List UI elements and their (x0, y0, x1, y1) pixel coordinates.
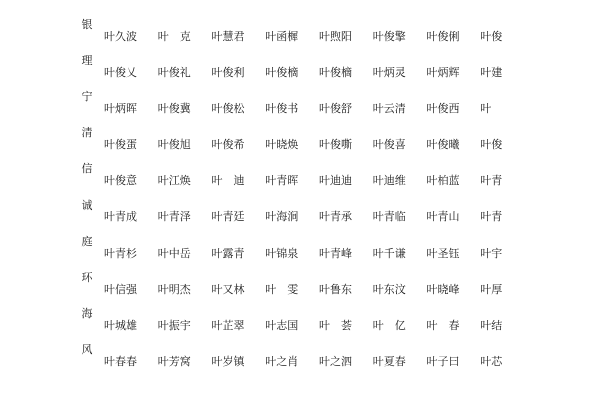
name-cell: 叶俊舒 (319, 101, 352, 115)
table-row (104, 308, 534, 344)
name-cell: 叶炳辉 (426, 65, 460, 79)
name-cell: 叶俊俐 (426, 29, 460, 43)
table-row (104, 18, 534, 54)
name-cell: 叶俊嘶 (319, 138, 352, 152)
name-cell: 叶炳晖 (104, 101, 137, 115)
name-cell: 叶云清 (372, 101, 406, 115)
name-cell: 叶 (480, 101, 492, 115)
name-cell: 叶千谦 (372, 246, 406, 260)
name-cell: 叶青廷 (211, 210, 245, 224)
name-cell: 叶江焕 (157, 174, 191, 188)
table-row (104, 54, 534, 90)
vertical-char: 清 (81, 126, 93, 140)
name-cell: 叶青泽 (157, 210, 191, 224)
name-cell: 叶芯 (480, 355, 503, 369)
name-cell: 叶慧君 (211, 29, 245, 43)
name-cell: 叶 雯 (265, 282, 299, 296)
table-row (104, 271, 534, 307)
vertical-char: 环 (81, 270, 93, 284)
name-cell: 叶又林 (211, 282, 245, 296)
name-cell: 叶 春 (426, 319, 460, 332)
vertical-character-column (78, 6, 96, 368)
table-row (104, 344, 534, 380)
name-cell: 叶 荟 (319, 319, 352, 332)
name-cell: 叶俊擎 (372, 29, 406, 43)
name-cell: 叶锦泉 (265, 246, 299, 260)
name-cell: 叶厚 (480, 282, 503, 296)
vertical-char: 海 (81, 307, 93, 321)
name-cell: 叶青 (480, 210, 503, 224)
name-cell: 叶夏春 (372, 355, 406, 369)
name-cell: 叶俊曦 (426, 138, 460, 152)
name-cell: 叶振宇 (157, 319, 191, 332)
name-cell: 叶俊旭 (157, 138, 191, 152)
name-cell: 叶青成 (104, 210, 137, 224)
name-cell: 叶青承 (319, 210, 352, 224)
name-cell: 叶春春 (104, 355, 137, 369)
table-row (104, 90, 534, 126)
name-cell: 叶俊樀 (319, 65, 352, 79)
name-cell: 叶芳窝 (157, 355, 191, 369)
name-cell: 叶俊 (480, 138, 503, 152)
name-cell: 叶俊 (480, 29, 503, 43)
name-cell: 叶晓峰 (426, 282, 460, 296)
name-cell: 叶俊冀 (157, 101, 191, 115)
name-cell: 叶明杰 (157, 282, 191, 296)
name-cell: 叶迪维 (372, 174, 406, 188)
name-cell: 叶俊书 (265, 101, 299, 115)
name-cell: 叶青临 (372, 210, 406, 224)
name-cell: 叶建 (480, 65, 503, 79)
vertical-char: 宁 (81, 89, 93, 103)
name-cell: 叶俊礼 (157, 65, 191, 79)
name-cell: 叶晓焕 (265, 138, 299, 152)
name-cell: 叶 亿 (372, 319, 406, 332)
name-cell: 叶志国 (265, 319, 299, 332)
name-cell: 叶东汶 (372, 282, 406, 296)
name-cell: 叶 迪 (211, 174, 245, 188)
name-cell: 叶俊意 (104, 174, 137, 188)
name-cell: 叶结 (480, 319, 503, 332)
vertical-char: 诚 (81, 198, 93, 212)
name-cell: 叶迪迪 (319, 174, 352, 188)
name-cell: 叶宇 (480, 246, 503, 260)
name-cell: 叶炳灵 (372, 65, 406, 79)
name-cell: 叶俊蛋 (104, 138, 137, 152)
table-row (104, 199, 534, 235)
name-cell: 叶煦阳 (319, 29, 352, 43)
name-cell: 叶 克 (157, 29, 191, 43)
name-cell: 叶芷翠 (211, 319, 245, 332)
name-cell: 叶俊喜 (372, 138, 406, 152)
name-cell: 叶之肖 (265, 355, 299, 369)
name-cell: 叶青杉 (104, 246, 137, 260)
vertical-char: 理 (81, 53, 93, 67)
name-cell: 叶俊松 (211, 101, 245, 115)
name-cell: 叶俊利 (211, 65, 245, 79)
name-cell: 叶中岳 (157, 246, 191, 260)
vertical-char: 银 (81, 17, 93, 31)
name-cell: 叶鲁东 (319, 282, 352, 296)
name-cell: 叶久波 (104, 29, 137, 43)
name-list-grid (104, 18, 534, 380)
name-cell: 叶函樨 (265, 29, 299, 43)
name-cell: 叶露青 (211, 246, 245, 260)
name-cell: 叶俊希 (211, 138, 245, 152)
name-cell: 叶青峰 (319, 246, 352, 260)
vertical-char: 信 (81, 162, 93, 176)
name-cell: 叶俊乂 (104, 65, 137, 79)
table-row (104, 163, 534, 199)
name-cell: 叶子曰 (426, 355, 460, 369)
table-row (104, 127, 534, 163)
name-cell: 叶柏蓝 (426, 174, 460, 188)
name-cell: 叶城雄 (104, 319, 137, 332)
name-cell: 叶信强 (104, 282, 137, 296)
name-cell: 叶青晖 (265, 174, 299, 188)
name-cell: 叶圣钰 (426, 246, 460, 260)
name-cell: 叶海涧 (265, 210, 299, 224)
name-cell: 叶青山 (426, 210, 460, 224)
name-cell: 叶俊樀 (265, 65, 299, 79)
vertical-char: 风 (81, 343, 93, 357)
name-cell: 叶之泗 (319, 355, 352, 369)
name-cell: 叶青 (480, 174, 503, 188)
table-row (104, 235, 534, 271)
vertical-char: 庭 (81, 234, 93, 248)
name-cell: 叶俊西 (426, 101, 460, 115)
name-cell: 叶岁镇 (211, 355, 245, 369)
